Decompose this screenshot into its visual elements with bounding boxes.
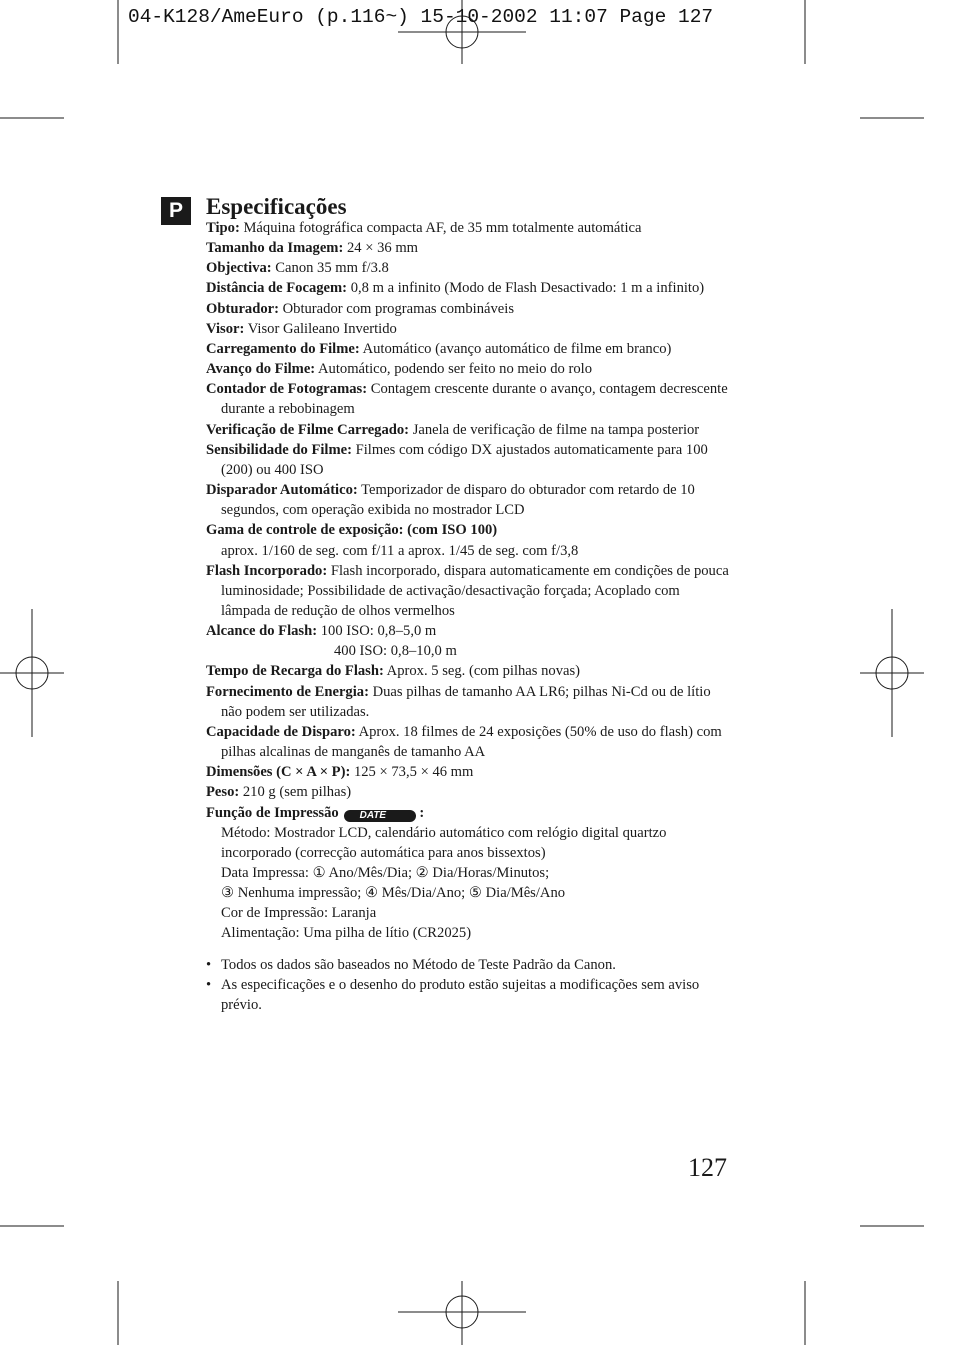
spec-flash-range: Alcance do Flash: 100 ISO: 0,8–5,0 m <box>206 623 437 640</box>
spec-print-function: Função de Impressão DATE : <box>206 804 425 821</box>
spec-shooting-capacity: Capacidade de Disparo: Aprox. 18 filmes de 24 exposições (50% de uso do flash) com pilhas alcalinas de manganês de tamanho AA <box>206 723 722 761</box>
spec-flash-range-line2: 400 ISO: 0,8–10,0 m <box>334 643 457 660</box>
spec-film-check: Verificação de Filme Carregado: Janela de verificação de filme na tampa posterior <box>206 421 700 438</box>
spec-frame-counter: Contador de Fotogramas: Contagem crescente durante o avanço, contagem decrescente durante a rebobinagem <box>206 381 728 418</box>
spec-film-loading: Carregamento do Filme: Automático (avanço automático de filme em branco) <box>206 340 672 357</box>
spec-weight: Peso: 210 g (sem pilhas) <box>206 784 352 801</box>
spec-shutter: Obturador: Obturador com programas combináveis <box>206 300 515 317</box>
date-badge-icon: DATE <box>344 810 416 822</box>
spec-viewfinder: Visor: Visor Galileano Invertido <box>206 320 397 337</box>
spec-flash: Flash Incorporado: Flash incorporado, dispara automaticamente em condições de pouca luminosidade; Possibilidade de activação/desactivação forçada; Acoplado com lâmpada de redução de olhos vermelhos <box>206 562 729 619</box>
spec-dimensions: Dimensões (C × A × P): 125 × 73,5 × 46 mm <box>206 764 474 781</box>
section-marker: P <box>161 197 191 225</box>
spec-self-timer: Disparador Automático: Temporizador de disparo do obturador com retardo de 10 segundos, com operação exibida no mostrador LCD <box>206 482 695 519</box>
spec-exposure-range: Gama de controle de exposição: (com ISO 100) <box>206 522 498 539</box>
print-color: Cor de Impressão: Laranja <box>221 905 377 922</box>
spec-film-speed: Sensibilidade do Filme: Filmes com código DX ajustados automaticamente para 100 (200) ou 400 ISO <box>206 441 708 478</box>
spec-film-advance: Avanço do Filme: Automático, podendo ser feito no meio do rolo <box>206 361 592 378</box>
spec-image-size: Tamanho da Imagem: 24 × 36 mm <box>206 240 419 257</box>
print-date-formats-1: Data Impressa: ① Ano/Mês/Dia; ② Dia/Horas/Minutos; <box>221 865 550 881</box>
spec-lens: Objectiva: Canon 35 mm f/3.8 <box>206 260 389 277</box>
print-method: Método: Mostrador LCD, calendário automático com relógio digital quartzo incorporado (correcção automática para anos bissextos) <box>221 824 667 861</box>
page-title: Especificações <box>206 194 347 219</box>
specifications-list <box>206 218 731 1015</box>
print-power: Alimentação: Uma pilha de lítio (CR2025) <box>221 925 472 942</box>
note-item: • Todos os dados são baseados no Método de Teste Padrão da Canon. <box>206 955 731 975</box>
print-date-formats-2: ③ Nenhuma impressão; ④ Mês/Dia/Ano; ⑤ Dia/Mês/Ano <box>221 885 566 902</box>
print-header: 04-K128/AmeEuro (p.116~) 15-10-2002 11:07 Page 127 <box>128 6 714 28</box>
spec-exposure-value: aprox. 1/160 de seg. com f/11 a aprox. 1/45 de seg. com f/3,8 <box>221 542 579 559</box>
spec-recycle-time: Tempo de Recarga do Flash: Aprox. 5 seg. (com pilhas novas) <box>206 663 581 680</box>
spec-focus-distance: Distância de Focagem: 0,8 m a infinito (Modo de Flash Desactivado: 1 m a infinito) <box>206 280 705 297</box>
spec-power-supply: Fornecimento de Energia: Duas pilhas de tamanho AA LR6; pilhas Ni-Cd ou de lítio não podem ser utilizadas. <box>206 683 711 720</box>
page-number: 127 <box>688 1153 727 1182</box>
note-item: • As especificações e o desenho do produto estão sujeitas a modificações sem aviso prévio. <box>206 975 731 1015</box>
spec-type: Tipo: Máquina fotográfica compacta AF, de 35 mm totalmente automática <box>206 220 642 236</box>
notes-list <box>206 955 731 1015</box>
